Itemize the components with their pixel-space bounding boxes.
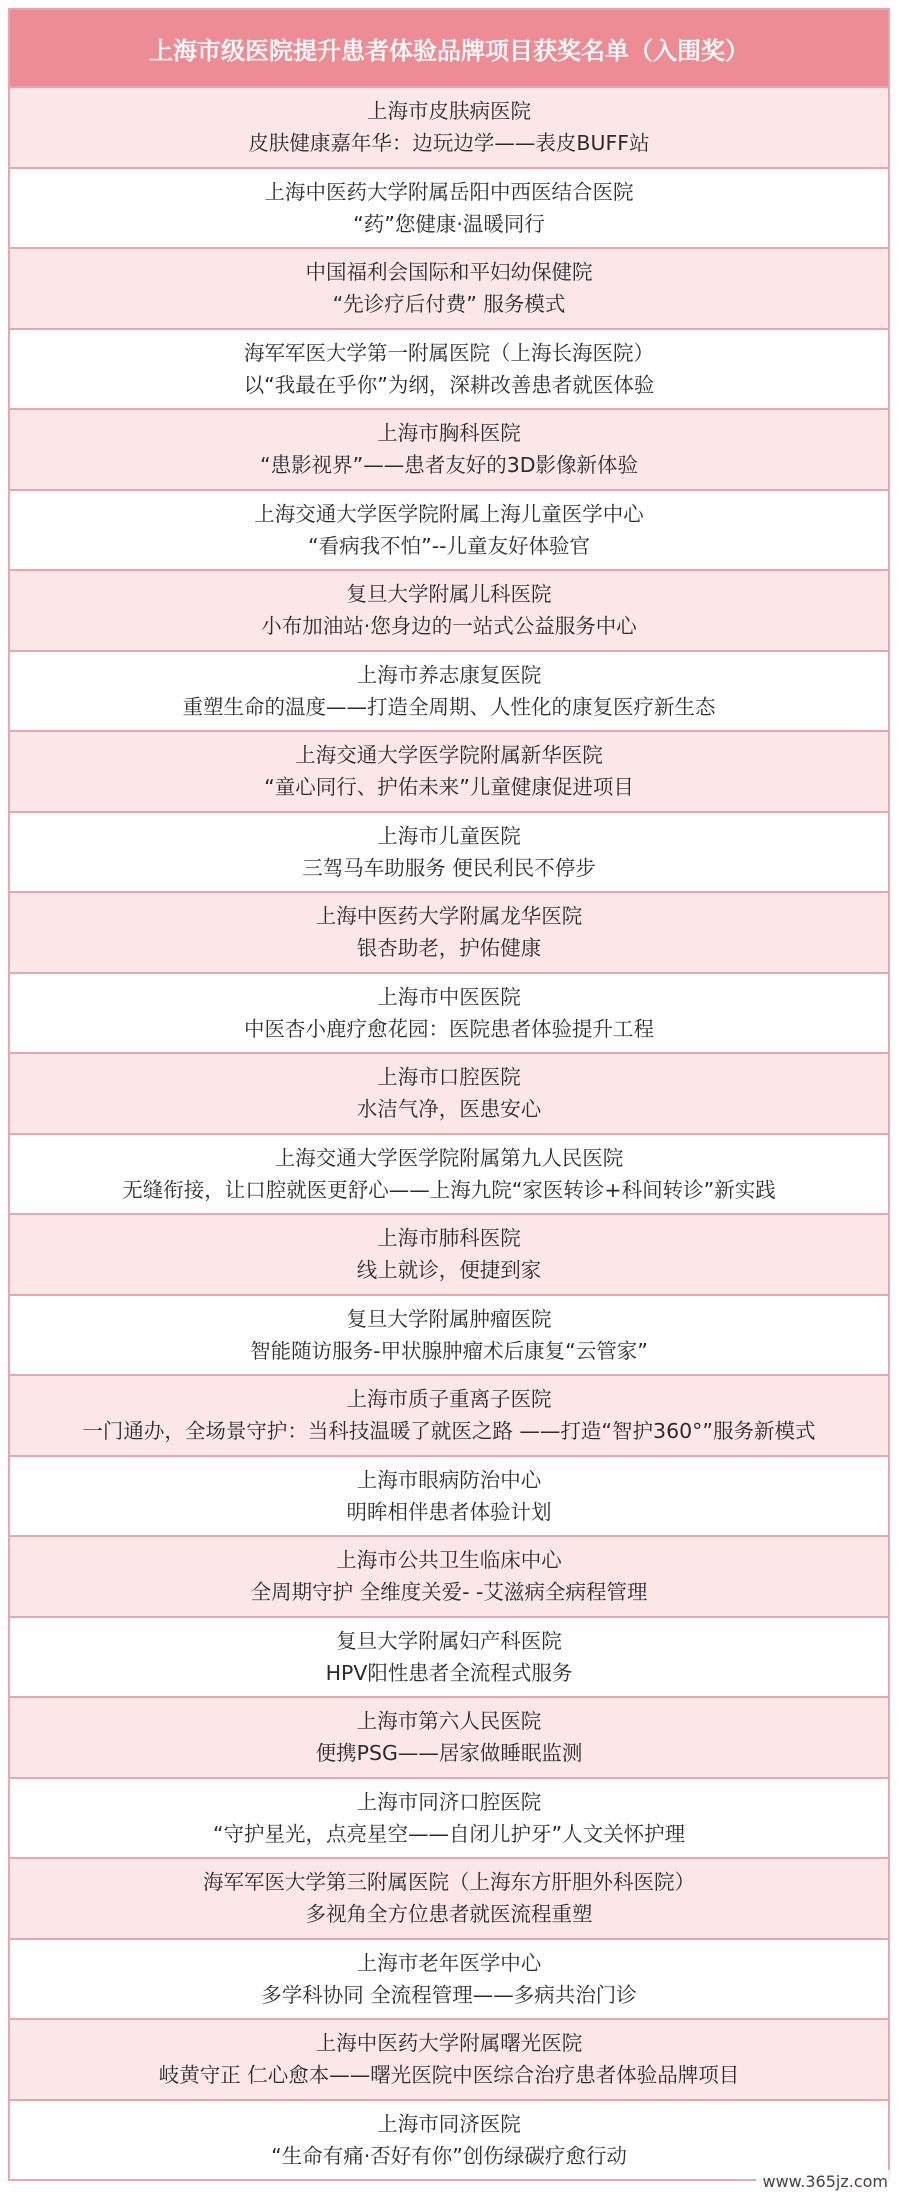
hospital-name: 海军军医大学第一附属医院（上海长海医院）	[244, 340, 654, 365]
hospital-name: 上海市眼病防治中心	[356, 1467, 542, 1492]
award-list-table	[8, 8, 890, 2181]
table-row	[10, 732, 888, 813]
table-row	[10, 2020, 888, 2101]
hospital-name: 上海市肺科医院	[377, 1226, 521, 1251]
project-name: 线上就诊，便捷到家	[356, 1258, 542, 1283]
hospital-name: 上海中医药大学附属曙光医院	[315, 2031, 583, 2056]
project-name: 三驾马车助服务 便民利民不停步	[302, 855, 596, 880]
table-row	[10, 1779, 888, 1860]
hospital-name: 上海交通大学医学院附属第九人民医院	[274, 1145, 624, 1170]
table-row	[10, 2101, 888, 2182]
project-name: 以“我最在乎你”为纲，深耕改善患者就医体验	[243, 372, 655, 397]
table-row	[10, 571, 888, 652]
project-name: HPV阳性患者全流程式服务	[325, 1660, 573, 1685]
hospital-name: 上海交通大学医学院附属上海儿童医学中心	[254, 501, 644, 526]
project-name: “看病我不怕”--儿童友好体验官	[307, 533, 591, 558]
hospital-name: 复旦大学附属肿瘤医院	[346, 1306, 552, 1331]
project-name: 一门通办，全场景守护：当科技温暖了就医之路 ——打造“智护360°”服务新模式	[82, 1419, 816, 1444]
project-name: 多学科协同 全流程管理——多病共治门诊	[261, 1982, 637, 2007]
entry-list	[10, 88, 888, 2181]
table-row	[10, 491, 888, 572]
hospital-name: 上海市胸科医院	[377, 421, 521, 446]
hospital-name: 上海市中医医院	[377, 984, 521, 1009]
project-name: 无缝衔接，让口腔就医更舒心——上海九院“家医转诊+科间转诊”新实践	[122, 1177, 776, 1202]
table-row	[10, 169, 888, 250]
table-row	[10, 974, 888, 1055]
table-row	[10, 1859, 888, 1940]
table-row	[10, 1215, 888, 1296]
project-name: “生命有痛·否好有你”创伤绿碳疗愈行动	[271, 2143, 627, 2168]
table-row	[10, 249, 888, 330]
project-name: 重塑生命的温度——打造全周期、人性化的康复医疗新生态	[182, 694, 716, 719]
project-name: 银杏助老，护佑健康	[356, 936, 542, 961]
table-row	[10, 1457, 888, 1538]
project-name: 皮肤健康嘉年华：边玩边学——表皮BUFF站	[248, 131, 650, 156]
hospital-name: 上海市第六人民医院	[356, 1709, 542, 1734]
table-row	[10, 1618, 888, 1699]
table-row	[10, 813, 888, 894]
hospital-name: 上海市皮肤病医院	[367, 99, 531, 124]
project-name: 岐黄守正 仁心愈本——曙光医院中医综合治疗患者体验品牌项目	[158, 2063, 740, 2088]
hospital-name: 上海市口腔医院	[377, 1065, 521, 1090]
project-name: 中医杏小鹿疗愈花园：医院患者体验提升工程	[244, 1016, 654, 1041]
table-title: 上海市级医院提升患者体验品牌项目获奖名单（入围奖）	[10, 10, 888, 88]
project-name: 明眸相伴患者体验计划	[346, 1499, 552, 1524]
table-row	[10, 1940, 888, 2021]
hospital-name: 上海市同济口腔医院	[356, 1789, 542, 1814]
hospital-name: 上海交通大学医学院附属新华医院	[295, 743, 603, 768]
hospital-name: 上海中医药大学附属岳阳中西医结合医院	[264, 179, 634, 204]
project-name: 小布加油站·您身边的一站式公益服务中心	[261, 614, 637, 639]
project-name: 智能随访服务-甲状腺肿瘤术后康复“云管家”	[250, 1338, 648, 1363]
table-row	[10, 1376, 888, 1457]
hospital-name: 上海市公共卫生临床中心	[336, 1548, 562, 1573]
watermark-text: www.365jz.com	[756, 2170, 894, 2193]
project-name: 全周期守护 全维度关爱- -艾滋病全病程管理	[250, 1580, 648, 1605]
table-row	[10, 330, 888, 411]
table-row	[10, 88, 888, 169]
table-row	[10, 893, 888, 974]
hospital-name: 复旦大学附属妇产科医院	[336, 1628, 562, 1653]
table-row	[10, 1698, 888, 1779]
project-name: 便携PSG——居家做睡眠监测	[315, 1741, 583, 1766]
hospital-name: 上海市老年医学中心	[356, 1950, 542, 1975]
project-name: “先诊疗后付费” 服务模式	[332, 292, 566, 317]
hospital-name: 复旦大学附属儿科医院	[346, 582, 552, 607]
hospital-name: 中国福利会国际和平妇幼保健院	[305, 260, 593, 285]
table-row	[10, 1296, 888, 1377]
project-name: 多视角全方位患者就医流程重塑	[305, 1902, 593, 1927]
hospital-name: 上海市养志康复医院	[356, 662, 542, 687]
hospital-name: 上海中医药大学附属龙华医院	[315, 904, 583, 929]
hospital-name: 上海市质子重离子医院	[346, 1387, 552, 1412]
table-row	[10, 652, 888, 733]
hospital-name: 上海市同济医院	[377, 2111, 521, 2136]
table-row	[10, 410, 888, 491]
project-name: 水洁气净，医患安心	[356, 1097, 542, 1122]
project-name: “患影视界”——患者友好的3D影像新体验	[259, 453, 639, 478]
project-name: “守护星光，点亮星空——自闭儿护牙”人文关怀护理	[212, 1821, 686, 1846]
table-row	[10, 1537, 888, 1618]
project-name: “童心同行、护佑未来”儿童健康促进项目	[264, 775, 634, 800]
hospital-name: 海军军医大学第三附属医院（上海东方肝胆外科医院）	[203, 1870, 695, 1895]
table-row	[10, 1054, 888, 1135]
hospital-name: 上海市儿童医院	[377, 823, 521, 848]
project-name: “药”您健康·温暖同行	[353, 211, 545, 236]
table-row	[10, 1135, 888, 1216]
